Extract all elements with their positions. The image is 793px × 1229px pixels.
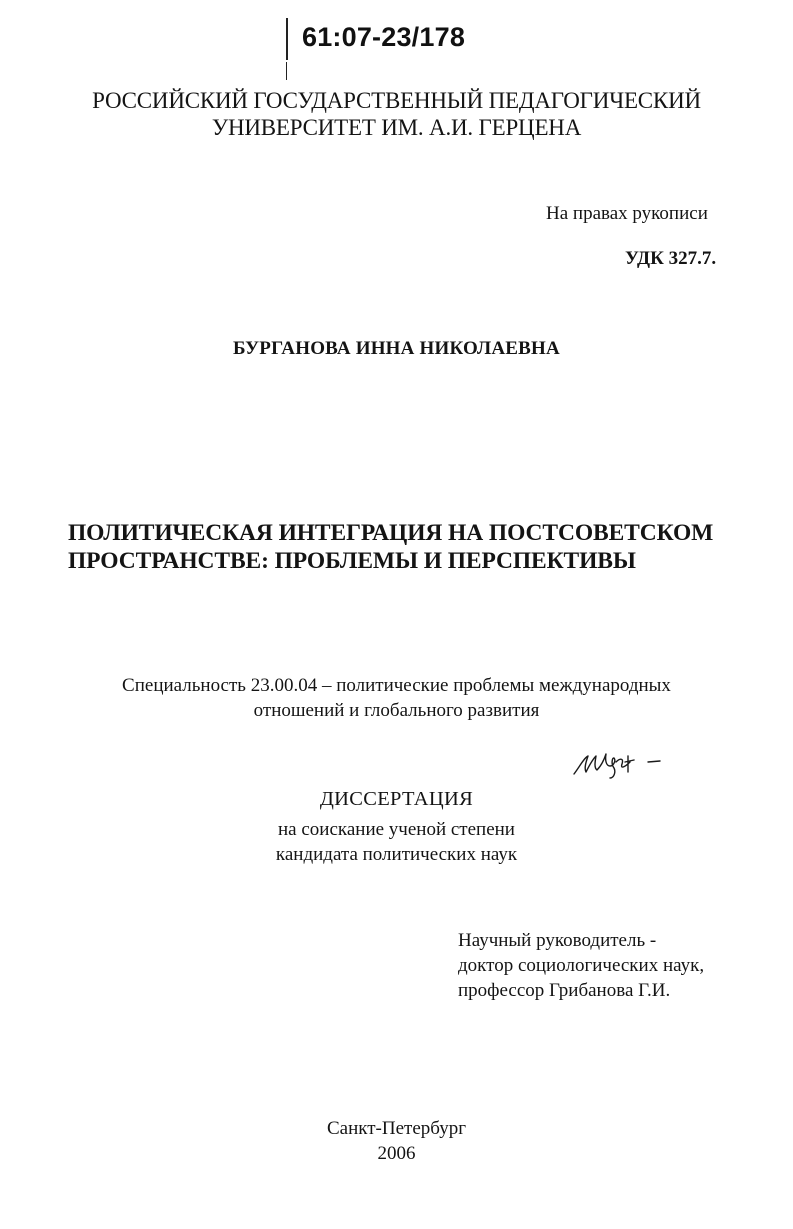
title-line-1: ПОЛИТИЧЕСКАЯ ИНТЕГРАЦИЯ НА ПОСТСОВЕТСКОМ — [68, 520, 714, 546]
author-name: БУРГАНОВА ИННА НИКОЛАЕВНА — [233, 338, 560, 359]
degree-line-2: кандидата политических наук — [275, 844, 518, 865]
city: Санкт-Петербург — [326, 1118, 466, 1139]
stamp-line-lower — [286, 62, 287, 80]
stamp-line-upper — [286, 18, 288, 60]
scientific-supervisor — [458, 928, 704, 1003]
degree-sought — [0, 817, 793, 867]
year: 2006 — [377, 1143, 416, 1164]
specialty-line-2: отношений и глобального развития — [253, 700, 540, 721]
rights-note: На правах рукописи — [546, 203, 708, 224]
title-line-2: ПРОСТРАНСТВЕ: ПРОБЛЕМЫ И ПЕРСПЕКТИВЫ — [68, 548, 636, 574]
udk-code: УДК 327.7. — [625, 248, 717, 269]
supervisor-line-3: профессор Грибанова Г.И. — [458, 980, 671, 1001]
dissertation-title — [68, 519, 713, 575]
degree-line-1: на соискание ученой степени — [278, 819, 515, 840]
supervisor-line-2: доктор социологических наук, — [458, 955, 705, 976]
specialty-line-1: Специальность 23.00.04 – политические проблемы международных — [122, 675, 671, 696]
specialty — [0, 673, 793, 723]
handwritten-signature — [570, 748, 670, 780]
university-name — [0, 87, 793, 141]
dissertation-type: ДИССЕРТАЦИЯ — [319, 788, 474, 810]
university-line-2: УНИВЕРСИТЕТ ИМ. А.И. ГЕРЦЕНА — [211, 115, 582, 140]
supervisor-line-1: Научный руководитель - — [458, 930, 657, 951]
place-and-year — [0, 1116, 793, 1166]
university-line-1: РОССИЙСКИЙ ГОСУДАРСТВЕННЫЙ ПЕДАГОГИЧЕСКИЙ — [92, 88, 701, 113]
library-stamp-code: 61:07-23/178 — [302, 22, 466, 52]
